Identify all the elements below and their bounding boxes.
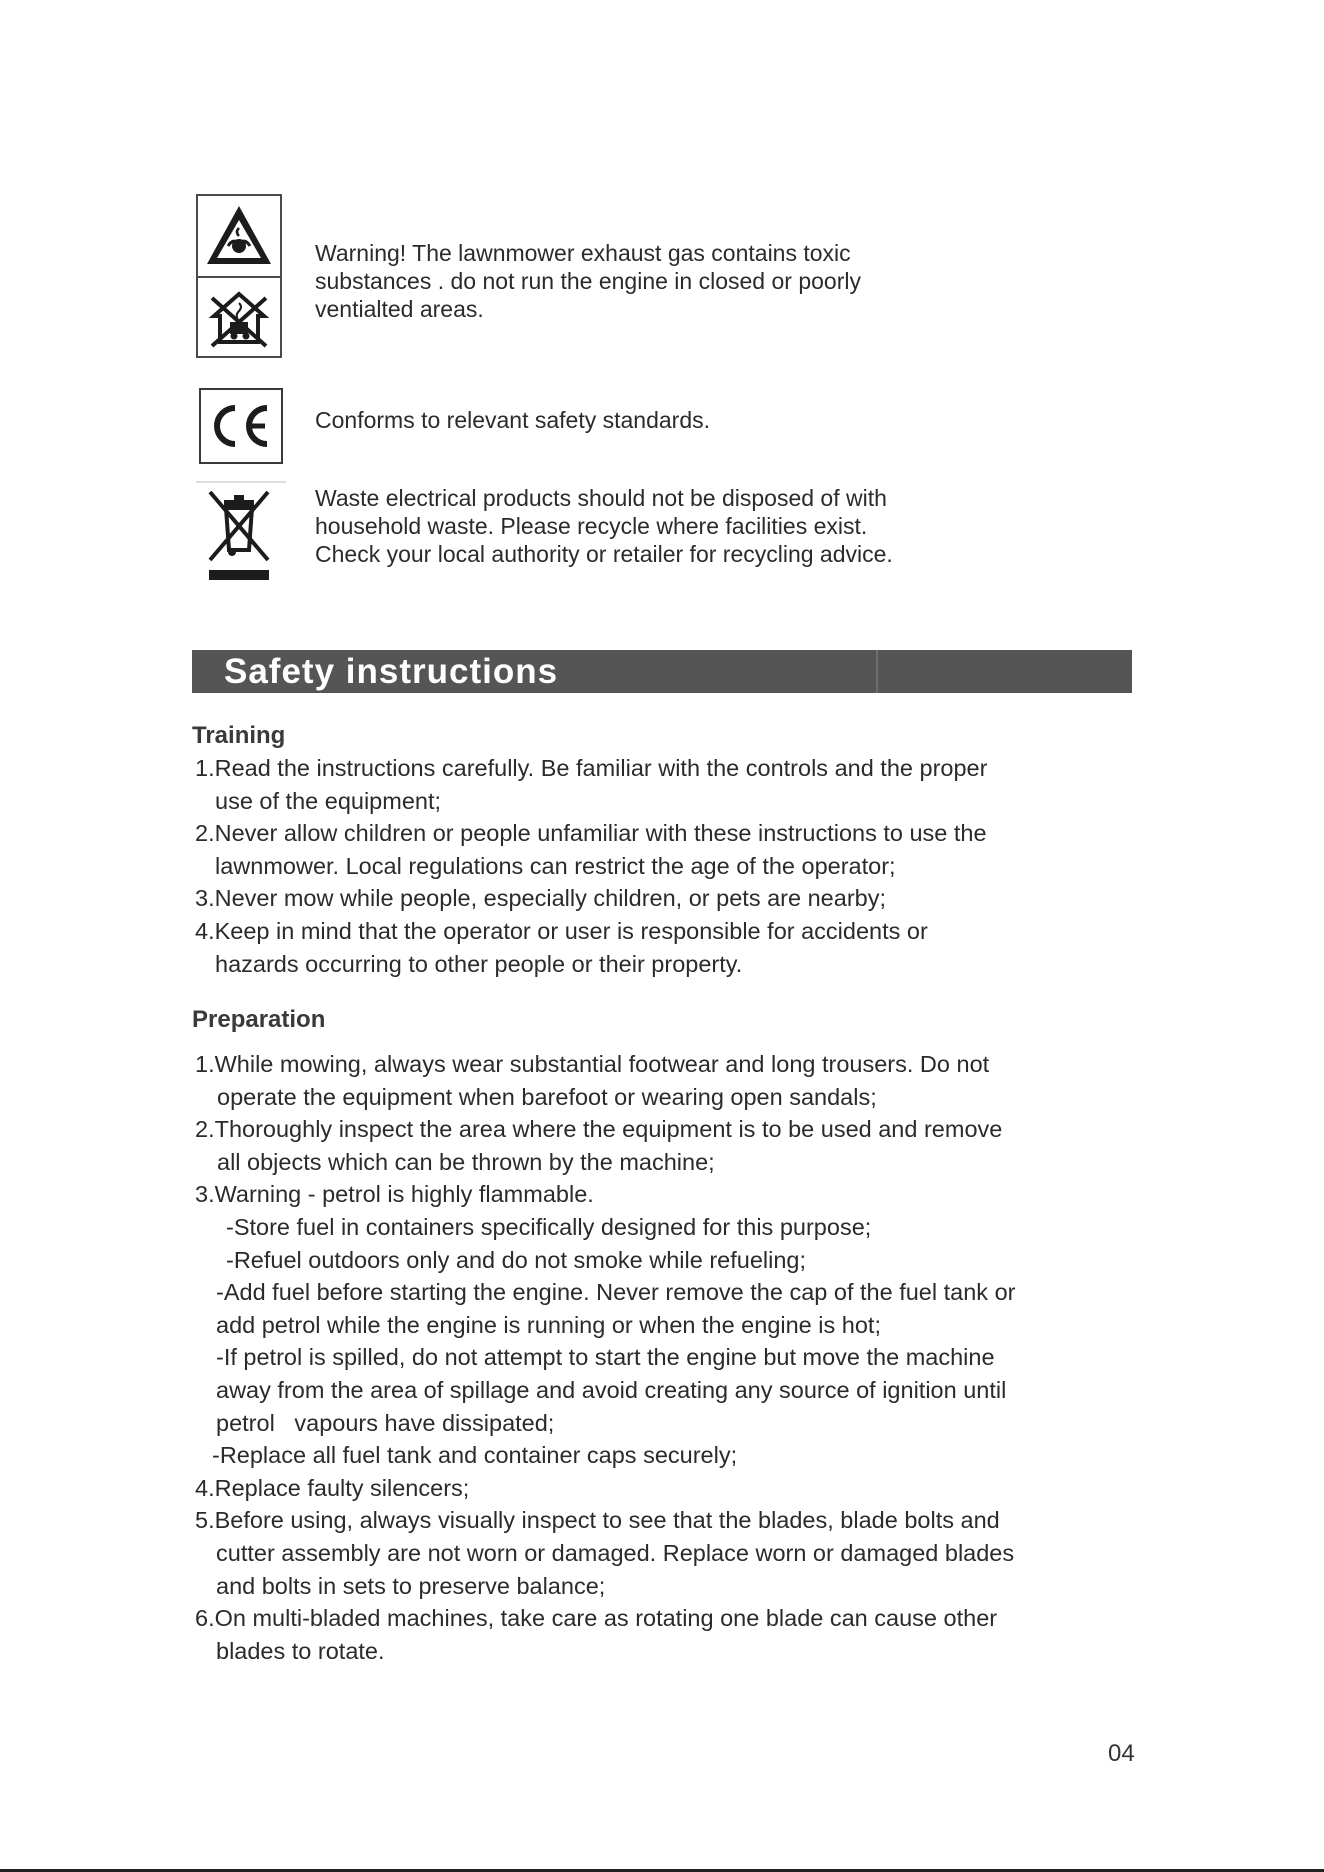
list-item: 1.While mowing, always wear substantial footwear and long trousers. Do not <box>195 1051 990 1077</box>
list-item: petrol vapours have dissipated; <box>216 1409 555 1436</box>
banner-divider <box>876 650 878 693</box>
no-indoor-operation-icon <box>198 276 280 356</box>
text-line: ventialted areas. <box>315 296 484 322</box>
training-heading: Training <box>192 722 286 749</box>
training-list <box>195 752 987 980</box>
text-line: Conforms to relevant safety standards. <box>315 407 711 433</box>
list-item: -Add fuel before starting the engine. Never remove the cap of the fuel tank or <box>216 1279 1016 1306</box>
list-item: use of the equipment; <box>215 787 442 814</box>
exhaust-warning-icon-box <box>196 194 282 358</box>
list-item: -Refuel outdoors only and do not smoke while refueling; <box>226 1246 807 1273</box>
list-item: away from the area of spillage and avoid creating any source of ignition until <box>216 1376 1007 1403</box>
weee-text <box>315 484 893 568</box>
list-item: lawnmower. Local regulations can restrict the age of the operator; <box>215 852 896 879</box>
exhaust-warning-text <box>315 239 861 323</box>
list-item: cutter assembly are not worn or damaged. Replace worn or damaged blades <box>216 1539 1015 1566</box>
section-title: Safety instructions <box>224 652 559 691</box>
ce-mark-text <box>315 406 710 434</box>
ce-mark-icon <box>199 388 283 464</box>
list-item: -If petrol is spilled, do not attempt to start the engine but move the machine <box>216 1344 995 1371</box>
page-number: 04 <box>1108 1740 1135 1767</box>
list-item: hazards occurring to other people or their property. <box>215 950 743 977</box>
list-item: blades to rotate. <box>216 1637 385 1664</box>
list-item: add petrol while the engine is running or when the engine is hot; <box>216 1311 881 1338</box>
text-line: Warning! The lawnmower exhaust gas contains toxic <box>315 240 851 266</box>
list-item: 4.Replace faulty silencers; <box>195 1474 470 1501</box>
list-item: operate the equipment when barefoot or wearing open sandals; <box>217 1083 877 1110</box>
preparation-list <box>195 1048 1015 1667</box>
toxic-fumes-warning-icon <box>198 196 280 278</box>
text-line: substances . do not run the engine in closed or poorly <box>315 268 861 294</box>
list-item: 3.Never mow while people, especially children, or pets are nearby; <box>195 885 886 912</box>
preparation-heading: Preparation <box>192 1006 326 1033</box>
list-item: -Replace all fuel tank and container caps securely; <box>212 1442 738 1469</box>
text-line: household waste. Please recycle where facilities exist. <box>315 513 868 539</box>
crossed-out-wheelie-bin-icon <box>196 480 286 586</box>
list-item: 4.Keep in mind that the operator or user is responsible for accidents or <box>195 917 928 944</box>
list-item: 6.On multi-bladed machines, take care as rotating one blade can cause other <box>195 1605 998 1632</box>
text-line: Check your local authority or retailer for recycling advice. <box>315 541 893 567</box>
list-item: 2.Thoroughly inspect the area where the equipment is to be used and remove <box>195 1116 1003 1143</box>
list-item: 5.Before using, always visually inspect to see that the blades, blade bolts and <box>195 1507 1000 1534</box>
list-item: and bolts in sets to preserve balance; <box>216 1572 606 1599</box>
list-item: 3.Warning - petrol is highly flammable. <box>195 1181 594 1208</box>
list-item: 2.Never allow children or people unfamiliar with these instructions to use the <box>195 820 987 847</box>
section-banner <box>192 650 1132 693</box>
list-item: 1.Read the instructions carefully. Be familiar with the controls and the proper <box>195 755 988 781</box>
text-line: Waste electrical products should not be disposed of with <box>315 485 887 511</box>
list-item: all objects which can be thrown by the machine; <box>217 1148 715 1175</box>
list-item: -Store fuel in containers specifically designed for this purpose; <box>226 1213 872 1240</box>
